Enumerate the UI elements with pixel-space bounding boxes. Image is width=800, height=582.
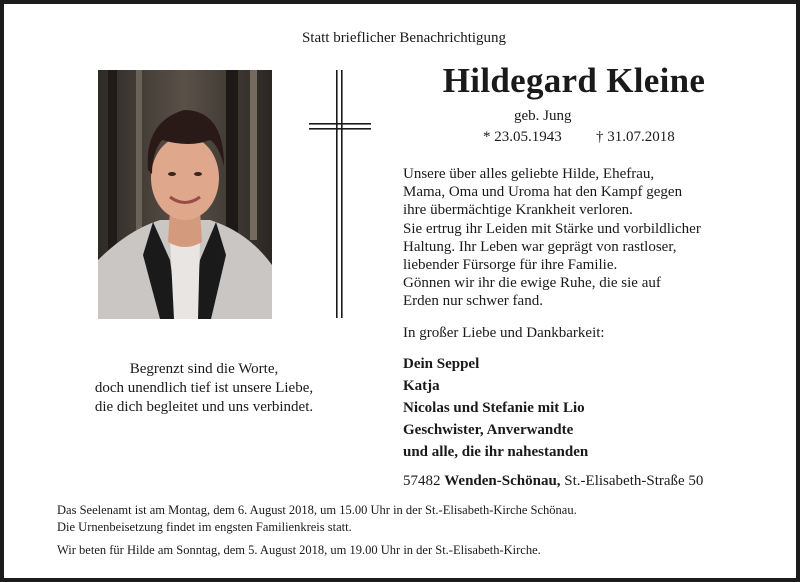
- address-postcode: 57482: [403, 473, 441, 489]
- mourner: Dein Seppel: [403, 356, 480, 372]
- mourner: und alle, die ihr nahestanden: [403, 444, 589, 460]
- death-date: † 31.07.2018: [596, 129, 675, 145]
- text-line: ihre übermächtige Krankheit verloren.: [403, 202, 633, 219]
- requiem-info: Das Seelenamt ist am Montag, dem 6. August 2018, um 15.00 Uhr in der St.-Elisabeth-Kirche Schönau.: [57, 503, 577, 517]
- mourner: Geschwister, Anverwandte: [403, 422, 574, 438]
- portrait-photo: [98, 70, 272, 319]
- notice-header: Statt brieflicher Benachrichtigung: [301, 30, 507, 46]
- address-town: Wenden-Schönau,: [444, 473, 561, 489]
- poem-line: doch unendlich tief ist unsere Liebe,: [94, 380, 314, 396]
- cross-icon: [309, 70, 371, 318]
- poem-line: Begrenzt sind die Worte,: [129, 361, 279, 377]
- burial-info: Die Urnenbeisetzung findet im engsten Familienkreis statt.: [57, 520, 352, 534]
- mourner: Katja: [403, 378, 440, 394]
- text-line: Mama, Oma und Uroma hat den Kampf gegen: [403, 184, 683, 201]
- birth-date: * 23.05.1943: [483, 129, 562, 145]
- text-line: Sie ertrug ihr Leiden mit Stärke und vorbildlicher: [403, 220, 701, 237]
- deceased-name: Hildegard Kleine: [442, 61, 706, 100]
- dedication-line: In großer Liebe und Dankbarkeit:: [403, 325, 605, 341]
- family-address: [403, 473, 703, 490]
- service-info: [57, 502, 577, 559]
- memorial-poem: [44, 360, 364, 417]
- text-line: liebender Fürsorge für ihre Familie.: [403, 257, 618, 274]
- address-street: St.-Elisabeth-Straße 50: [564, 473, 704, 489]
- prayer-info: Wir beten für Hilde am Sonntag, dem 5. August 2018, um 19.00 Uhr in der St.-Elisabeth-Kirche.: [57, 543, 541, 557]
- birth-name: geb. Jung: [514, 108, 572, 124]
- text-line: Unsere über alles geliebte Hilde, Ehefrau,: [403, 166, 655, 182]
- poem-line: die dich begleitet und uns verbindet.: [94, 399, 314, 415]
- portrait-image: [98, 70, 272, 319]
- mourners-list: [403, 353, 588, 463]
- mourner: Nicolas und Stefanie mit Lio: [403, 400, 585, 416]
- obituary-text: [403, 165, 763, 311]
- text-line: Gönnen wir ihr die ewige Ruhe, die sie auf: [403, 275, 661, 292]
- text-line: Erden nur schwer fand.: [403, 293, 543, 310]
- text-line: Haltung. Ihr Leben war geprägt von rastloser,: [403, 238, 677, 255]
